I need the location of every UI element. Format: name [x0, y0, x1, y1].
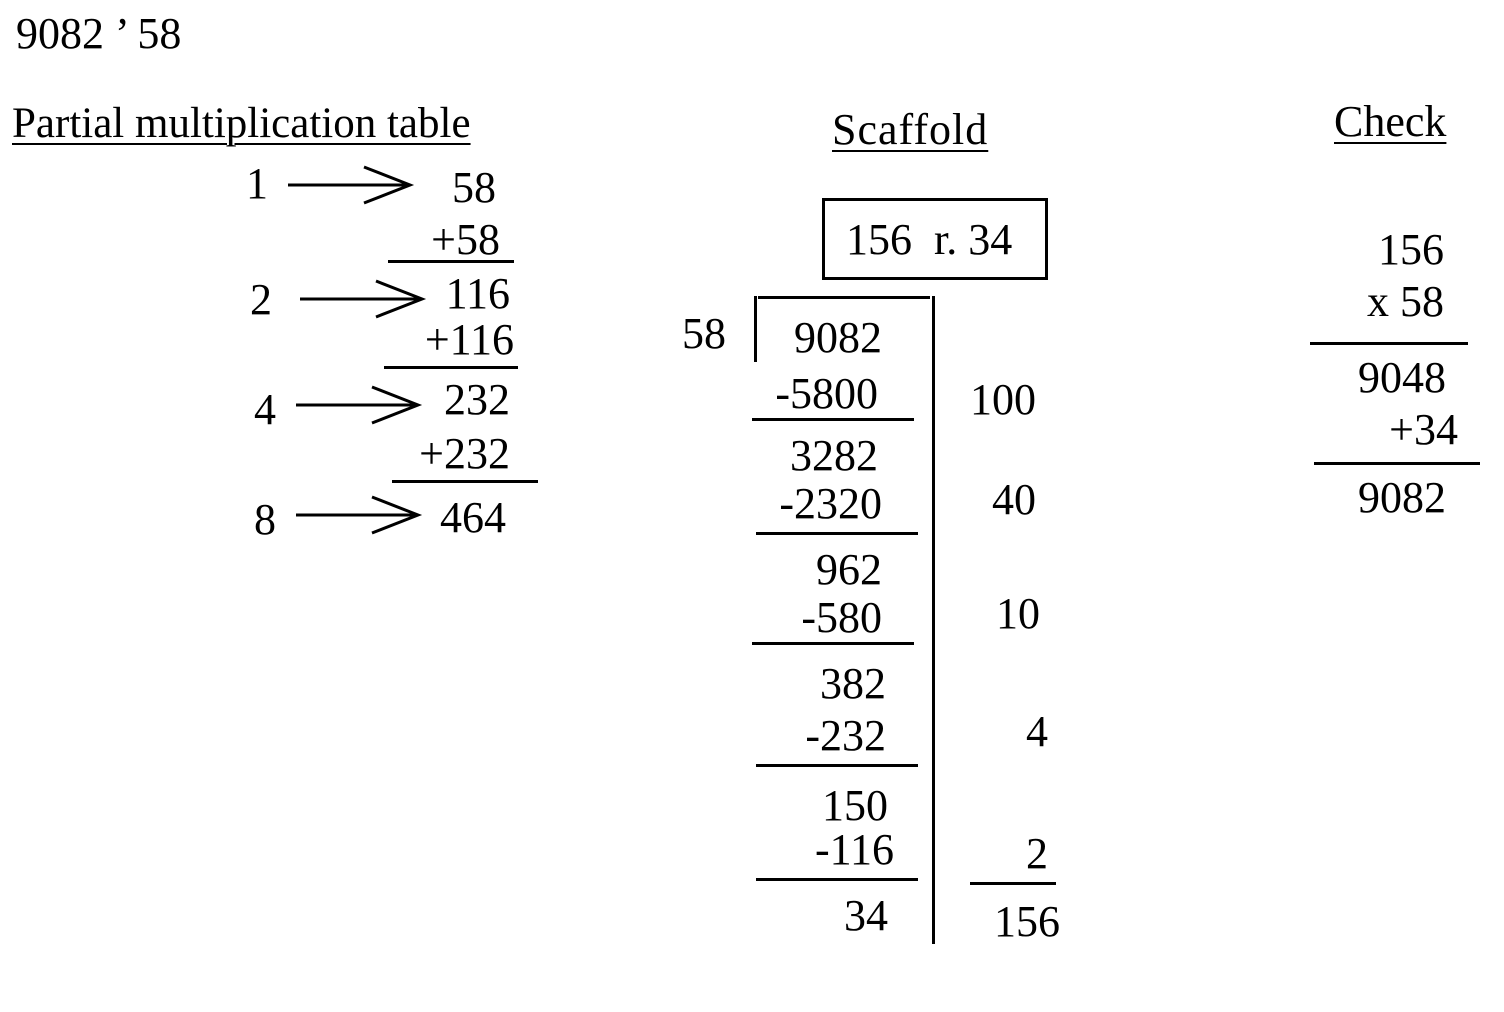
partial-quotient: 4 [1026, 707, 1048, 756]
quotient-sum-line [970, 882, 1056, 885]
sum-line [384, 366, 518, 369]
problem-statement: 9082 ’ 58 [16, 9, 182, 58]
check-remainder-addend: +34 [1389, 405, 1458, 454]
dividend: 9082 [794, 313, 882, 362]
subtraction-line [752, 642, 914, 645]
multiplier-label: 1 [246, 159, 268, 208]
remainder-value: 962 [816, 545, 882, 594]
addend-value: +232 [419, 429, 510, 478]
addend-value: +116 [424, 315, 514, 364]
remainder-value: 150 [822, 781, 888, 830]
product-line [1310, 342, 1468, 345]
partial-quotient: 2 [1026, 829, 1048, 878]
sum-line [1314, 462, 1480, 465]
remainder-value: 382 [820, 659, 886, 708]
subtraction-line [752, 418, 914, 421]
quotient-column-divider [932, 296, 935, 944]
partial-quotient: 40 [992, 475, 1036, 524]
division-bracket-top [758, 296, 930, 299]
partial-quotient: 100 [970, 375, 1036, 424]
partial-table-heading: Partial multiplication table [12, 100, 471, 147]
subtract-value: -5800 [775, 369, 878, 418]
quotient-total: 156 [994, 897, 1060, 946]
subtraction-line [756, 878, 918, 881]
check-result: 9082 [1358, 473, 1446, 522]
multiplier-label: 4 [254, 385, 276, 434]
arrow-right-icon [288, 166, 414, 206]
remainder-value: 3282 [790, 431, 878, 480]
subtract-value: -2320 [779, 479, 882, 528]
scaffold-heading: Scaffold [832, 105, 989, 154]
product-value: 464 [440, 493, 506, 542]
product-value: 58 [452, 163, 496, 212]
subtract-value: -116 [814, 825, 894, 874]
subtract-value: -232 [805, 711, 886, 760]
subtraction-line [756, 764, 918, 767]
check-multiplicand: 156 [1378, 225, 1444, 274]
multiplier-label: 2 [250, 275, 272, 324]
divisor: 58 [682, 309, 726, 358]
answer-text: 156 r. 34 [846, 215, 1013, 264]
subtract-value: -580 [801, 593, 882, 642]
multiplier-label: 8 [254, 495, 276, 544]
sum-line [388, 260, 514, 263]
partial-quotient: 10 [996, 589, 1040, 638]
product-value: 232 [444, 375, 510, 424]
sum-line [392, 480, 538, 483]
check-product: 9048 [1358, 353, 1446, 402]
subtraction-line [756, 532, 918, 535]
product-value: 116 [445, 269, 510, 318]
check-heading: Check [1334, 97, 1447, 146]
addend-value: +58 [431, 215, 500, 264]
check-multiplier: x 58 [1367, 277, 1444, 326]
final-remainder: 34 [844, 891, 888, 940]
